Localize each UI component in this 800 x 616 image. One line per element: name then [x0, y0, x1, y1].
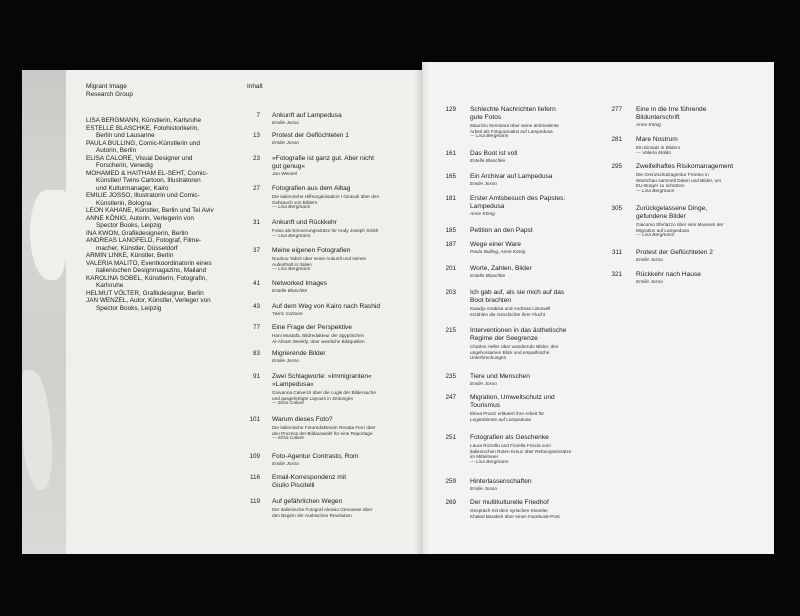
toc-page-number: 91: [252, 373, 260, 380]
toc-entry-title: Worte, Zahlen, Bilder: [470, 265, 532, 272]
contributor-line: LEON KAHANE, Künstler, Berlin und Tel Aviv: [86, 207, 214, 214]
contributor-line: Berlin und Lausanne: [96, 132, 155, 139]
toc-entry-title: Auf gefährlichen Wegen: [272, 498, 343, 505]
toc-entry-title: gute Fotos: [470, 114, 502, 121]
toc-entry-description: Die italienische Fotoredakteurin Renata Ferri über: [272, 425, 376, 430]
toc-entry-title: Zwei Schlagworte: »Immigranten«: [272, 373, 372, 380]
contributor-line: PAULA BULLING, Comic-Künstlerin und: [86, 139, 200, 147]
toc-entry-author: Paula Bulling, Anne König: [470, 250, 526, 255]
toc-entry-author: Emilie Josso: [470, 487, 497, 492]
toc-entry-author: Emilie Josso: [636, 280, 663, 285]
toc-entry-title: Interventionen in das ästhetische: [470, 327, 567, 334]
toc-entry-author: Emilie Josso: [470, 382, 497, 387]
toc-entry-author: — Lisa Bergmann: [272, 267, 311, 273]
toc-page-number: 165: [445, 173, 456, 180]
toc-page-number: 321: [611, 271, 622, 278]
contributor-line: JAN WENZEL, Autor, Künstler, Verleger von: [86, 297, 211, 304]
toc-entry-title: Email-Korrespondenz mit: [272, 474, 347, 481]
toc-entry-title: Protest der Geflüchteten 2: [636, 249, 713, 256]
toc-entry-description: den Beginn der Arabischen Revolution: [272, 512, 352, 518]
toc-entry-description: ungehorsamen Blick und empathische: [470, 349, 550, 355]
toc-page-number: 116: [249, 474, 260, 481]
toc-entry-title: Petition an den Papst: [470, 227, 533, 234]
toc-entry-author: — Lisa Bergmann: [470, 134, 509, 140]
contributor-line: Künstlerin, Bologna: [96, 199, 152, 207]
contributor-line: LISA BERGMANN, Künstlerin, Karlsruhe: [86, 117, 202, 124]
toc-entry-title: Eine in die Irre führende: [636, 106, 707, 113]
toc-entry-title: Migration, Umweltschutz und: [470, 394, 555, 401]
toc-page-number: 251: [445, 434, 456, 441]
toc-entry-title: gut genug«: [272, 163, 306, 170]
toc-entry-title: Rückkehr nach Hause: [636, 271, 701, 278]
toc-entry-description: EU-Bürger zu schützen: [636, 183, 685, 189]
toc-entry-description: Legambiente auf Lampedusa: [470, 416, 531, 422]
toc-entry-title: Schlechte Nachrichten liefern: [470, 106, 556, 113]
toc-page-number: 119: [249, 498, 260, 505]
toc-entry-author: Emilie Josso: [636, 258, 663, 263]
toc-page-number: 203: [445, 289, 456, 296]
toc-entry-title: Zweifelhaftes Risikomanagement: [636, 163, 734, 170]
toc-page-number: 247: [445, 394, 456, 401]
toc-entry-author: Anne König: [470, 212, 495, 217]
toc-entry-title: Protest der Geflüchteten 1: [272, 132, 349, 139]
toc-entry-description: Elena Prazzi erläutert ihre Arbeit für: [470, 411, 544, 416]
contributor-line: Forscherin, Venedig: [96, 162, 153, 169]
toc-entry-title: Tourismus: [470, 402, 501, 409]
toc-entry-author: — Lisa Bergmann: [470, 459, 509, 465]
toc-entry-description: Charles Heller über wandernde Bilder, den: [470, 344, 559, 349]
toc-entry-title: »Lampedusa«: [272, 381, 314, 388]
toc-entry-description: Maurizio Seminara über seine ambivalente: [470, 123, 559, 128]
toc-entry-description: Khaled Barakeh über einen Facebook-Post: [470, 513, 560, 519]
toc-entry-title: Ich gab auf, als sie mich auf das: [470, 289, 565, 296]
toc-entry-title: Ein Archivar auf Lampedusa: [470, 173, 553, 180]
toc-page-number: 281: [611, 136, 622, 143]
contributor-line: ELISA CALORE, Visual Designer und: [86, 154, 193, 162]
toc-entry-title: Wege einer Ware: [470, 241, 521, 248]
toc-page-number: 7: [256, 112, 260, 119]
toc-entry-description: erzählen die Geschichte ihrer Flucht: [470, 311, 546, 317]
toc-entry-description: den Prozess der Bildauswahl für eine Reportage: [272, 430, 373, 436]
toc-entry-description: Arbeit als Fotojournalist auf Lampedusa: [470, 128, 553, 134]
toc-entry-author: Emilie Josso: [272, 121, 299, 126]
toc-page-number: 23: [252, 155, 260, 162]
group-name-line1: Migrant Image: [86, 83, 127, 90]
toc-entry-title: Das Boot ist voll: [470, 150, 518, 157]
toc-entry-description: Fotos als Erinnerungsstütze für Andy Joseph Smith: [272, 228, 379, 233]
contributor-line: INA KWON, Grafikdesignerin, Berlin: [86, 229, 188, 237]
toc-entry-author: — Lisa Bergmann: [636, 233, 675, 239]
toc-entry-title: Der multikulturelle Friedhof: [470, 499, 549, 506]
toc-page-number: 13: [252, 132, 260, 139]
toc-entry-description: Nouhou Yabré über seine Ankunft und seinen: [272, 256, 367, 261]
map-graphic: [22, 70, 66, 554]
toc-page-number: 129: [445, 106, 456, 113]
toc-entry-description: Gespräch mit dem syrischen Künstler: [470, 508, 548, 513]
contributor-line: macher, Künstler, Düsseldorf: [96, 244, 178, 252]
toc-entry-description: Kwadjo Anabisa und Andreas Listowell: [470, 306, 551, 311]
toc-entry-author: Jan Wenzel: [272, 172, 297, 177]
toc-entry-title: Fotografien als Geschenke: [470, 434, 549, 441]
toc-page-number: 43: [252, 303, 260, 310]
toc-page-number: 27: [252, 185, 260, 192]
contributor-line: ARMIN LINKE, Künstler, Berlin: [86, 252, 174, 259]
toc-entry-title: Giulio Piscitelli: [272, 482, 315, 489]
toc-entry-title: Warum dieses Foto?: [272, 416, 333, 423]
toc-entry-title: Migrierende Bilder: [272, 350, 326, 357]
group-name-line2: Research Group: [86, 91, 133, 98]
toc-page-number: 161: [445, 150, 456, 157]
toc-entry-description: Die italienische Hilfsorganisation I Girasoli über den: [272, 194, 380, 199]
toc-entry-title: Boot brachten: [470, 297, 512, 304]
toc-entry-author: Estelle Blaschke: [470, 274, 506, 279]
toc-entry-description: Ein Einsatz in Bildern: [636, 145, 681, 150]
contributor-line: VALERIA MALITO, Eventkoordinatorin eines: [86, 259, 212, 267]
contributor-line: Karlsruhe: [96, 282, 124, 289]
toc-entry-description: Der italienische Fotograf Alessio Genovese über: [272, 507, 373, 512]
toc-entry-title: Tiere und Menschen: [470, 373, 530, 380]
toc-entry-description: im Mittelmeer: [470, 454, 499, 460]
toc-page-number: 77: [252, 324, 260, 331]
contributor-line: EMILIE JOSSO, Illustratorin und Comic-: [86, 192, 200, 199]
toc-page-number: 259: [445, 478, 456, 485]
toc-entry-title: Zurückgelassene Dinge,: [636, 205, 708, 212]
contributor-line: ESTELLE BLASCHKE, Fotohistorikerin,: [86, 124, 199, 132]
contributor-line: und Kulturmanager, Kairo: [96, 184, 169, 192]
toc-entry-title: Bildunterschrift: [636, 114, 680, 121]
toc-entry-description: Die Grenzschutzagentur Frontex in: [636, 172, 709, 177]
toc-entry-author: — Elisa Calore: [272, 401, 304, 407]
contributor-line: Künstler/ Twins Cartoon, Illustratoren: [96, 177, 201, 184]
contributor-line: ANDREAS LANGFELD, Fotograf, Filme-: [86, 237, 202, 244]
toc-entry-title: Auf dem Weg von Kairo nach Rashid: [272, 303, 381, 310]
toc-entry-title: Eine Frage der Perspektive: [272, 324, 352, 331]
toc-page-number: 295: [611, 163, 622, 170]
toc-page-number: 101: [249, 416, 260, 423]
toc-entry-description: und ausgefertigte Layouts in Zeitungen: [272, 395, 354, 401]
toc-entry-description: italienischen Roten Kreuz über Rettungseinsätze: [470, 448, 572, 454]
contributor-line: MOHAMED & HAITHAM EL-SEHT, Comic-: [86, 169, 208, 177]
toc-entry-title: Networked Images: [272, 280, 327, 287]
left-page: [22, 70, 422, 554]
toc-entry-author: — Valeria Malito: [636, 150, 672, 156]
toc-entry-title: Mare Nostrum: [636, 136, 678, 143]
toc-entry-title: gefundene Bilder: [636, 213, 686, 220]
toc-entry-description: Giovanna Calvenzi über die Logik der Bildersuche: [272, 390, 376, 395]
contributor-line: italienischen Designmagazins, Mailand: [96, 267, 207, 274]
toc-entry-description: Laura Rizzello und Fiorella Friscia vom: [470, 443, 551, 448]
toc-entry-title: Lampedusa: [470, 203, 505, 210]
toc-page-number: 181: [445, 195, 456, 202]
toc-entry-title: Regime der Seegrenze: [470, 335, 538, 342]
contributor-line: HELMUT VÖLTER, Grafikdesigner, Berlin: [86, 289, 204, 297]
toc-page-number: 37: [252, 247, 260, 254]
toc-entry-author: — Lisa Bergmann: [272, 205, 311, 211]
toc-entry-author: Emilie Josso: [272, 359, 299, 364]
toc-entry-author: Emilie Josso: [272, 462, 299, 467]
toc-page-number: 83: [252, 350, 260, 357]
toc-entry-description: Al-Ahram Weekly, über westliche Bildquellen: [272, 338, 365, 344]
toc-entry-author: Emilie Josso: [272, 141, 299, 146]
toc-entry-title: Fotografien aus dem Alltag: [272, 185, 351, 192]
toc-entry-author: Estelle Blaschke: [272, 289, 308, 294]
toc-entry-title: Hinterlassenschaften: [470, 478, 532, 485]
toc-entry-title: Erster Amtsbesuch des Papstes:: [470, 195, 566, 202]
toc-entry-author: Estelle Blaschke: [470, 159, 506, 164]
toc-entry-description: Warschau sammelt Daten und Bilder, um: [636, 177, 722, 183]
contributor-line: ANNE KÖNIG, Autorin, Verlegerin von: [86, 214, 194, 222]
toc-entry-title: Foto-Agentur Contrasto, Rom: [272, 453, 359, 460]
toc-entry-description: Giacomo Sferlazzo über sein Museum der: [636, 222, 724, 227]
toc-entry-author: Anne König: [636, 123, 661, 128]
toc-entry-title: Ankunft auf Lampedusa: [272, 112, 342, 119]
toc-page-number: 187: [445, 241, 456, 248]
toc-entry-author: Twins Cartoon: [272, 312, 303, 317]
toc-page-number: 109: [249, 453, 260, 460]
toc-page-number: 185: [445, 227, 456, 234]
toc-entry-description: Aufenthalt in Italien: [272, 261, 312, 267]
contents-heading: Inhalt: [247, 83, 263, 90]
toc-page-number: 235: [445, 373, 456, 380]
book-gutter: [414, 62, 430, 554]
toc-page-number: 277: [611, 106, 622, 113]
toc-page-number: 41: [252, 280, 260, 287]
toc-entry-description: Unterbrechungen: [470, 355, 507, 361]
toc-entry-title: »Fotografie ist ganz gut. Aber nicht: [272, 155, 374, 162]
toc-entry-author: — Lisa Bergmann: [272, 233, 311, 239]
toc-entry-title: Ankunft und Rückkehr: [272, 219, 337, 226]
contributor-line: Spector Books, Leipzig: [96, 222, 162, 229]
toc-page-number: 269: [445, 499, 456, 506]
toc-page-number: 311: [611, 249, 622, 256]
toc-entry-description: Migration auf Lampedusa: [636, 227, 689, 233]
toc-page-number: 215: [445, 327, 456, 334]
toc-page-number: 31: [252, 219, 260, 226]
contributor-line: Autorin, Berlin: [96, 147, 137, 154]
toc-entry-title: Meine eigenen Fotografien: [272, 247, 351, 254]
toc-entry-description: Gebrauch von Bildern: [272, 199, 318, 205]
toc-entry-author: Emilie Josso: [470, 182, 497, 187]
toc-entry-description: Hani Mustafa, Bildredakteur der ägyptischen: [272, 333, 365, 338]
toc-page-number: 305: [611, 205, 622, 212]
toc-entry-author: — Lisa Bergmann: [636, 188, 675, 194]
contributor-line: KAROLINA SOBEL, Künstlerin, Fotografin,: [86, 274, 208, 282]
toc-entry-author: — Elisa Calore: [272, 436, 304, 442]
contributor-line: Spector Books, Leipzig: [96, 304, 162, 312]
toc-page-number: 201: [445, 265, 456, 272]
